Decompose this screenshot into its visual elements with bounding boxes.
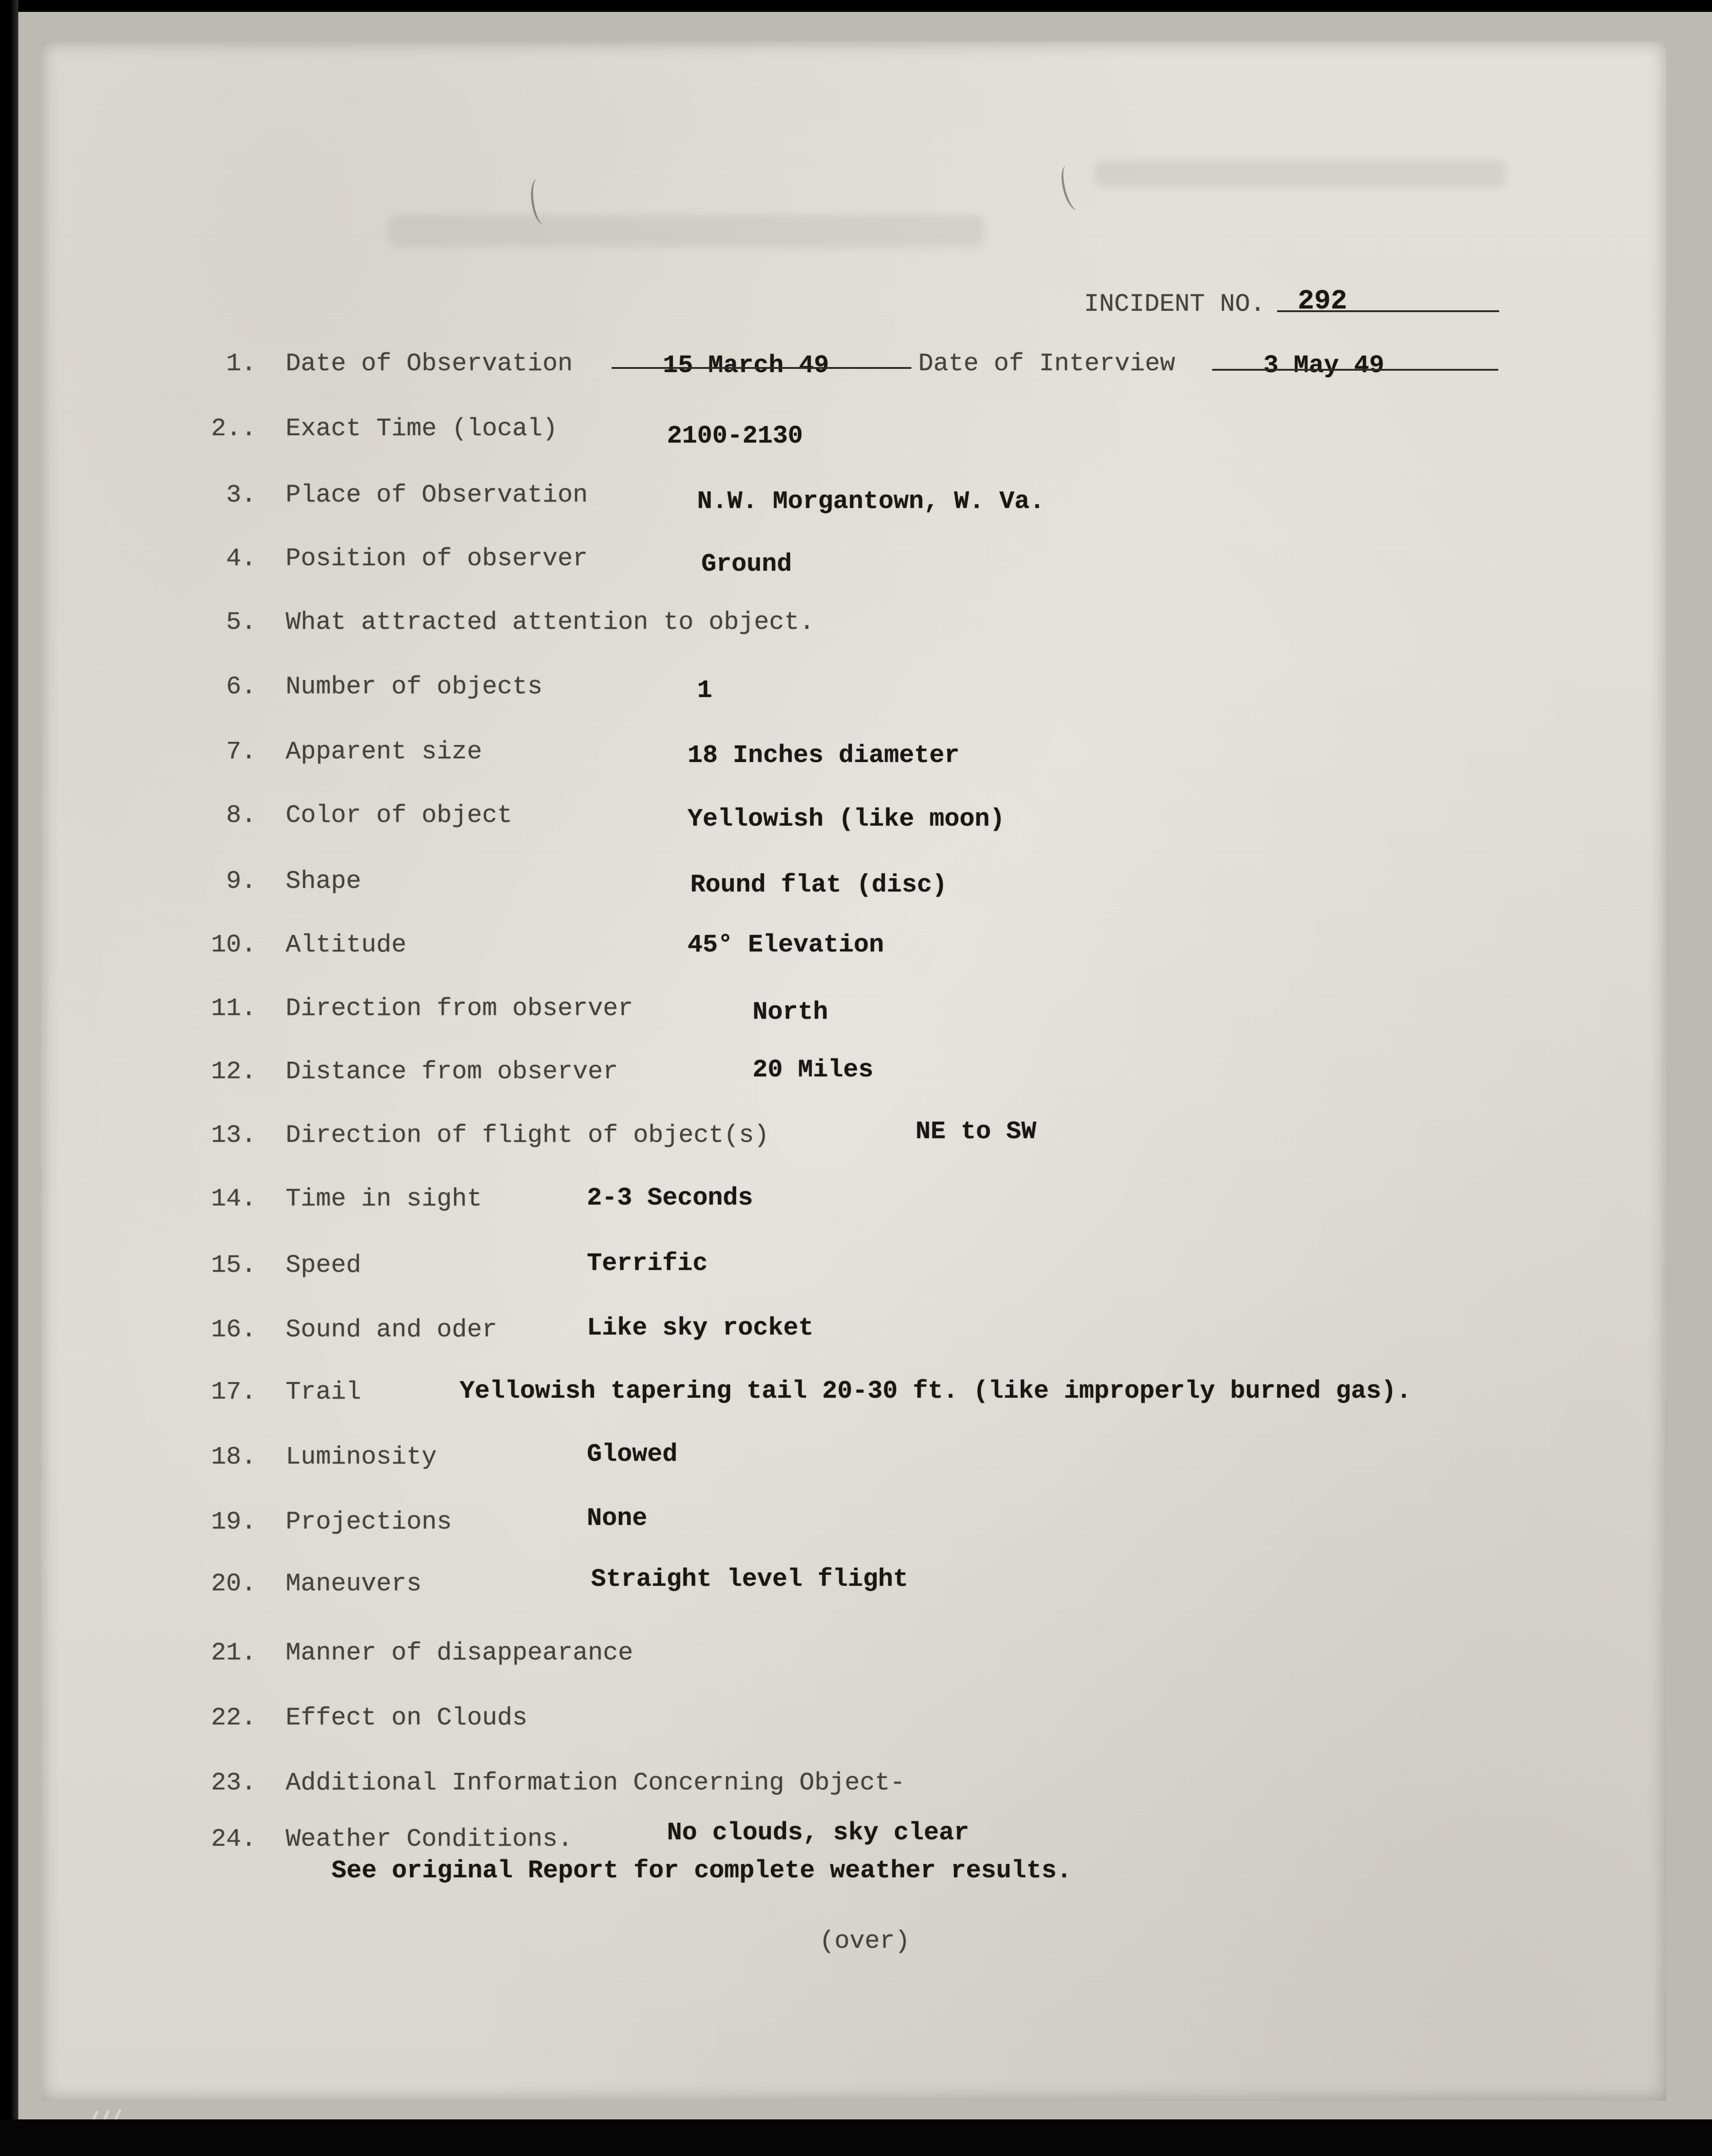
item-number: 6. (226, 672, 256, 701)
scan-edge-bottom (0, 2119, 1712, 2156)
form-row-8 (41, 800, 1666, 834)
item-label: Time in sight (286, 1184, 482, 1213)
item-value: 20 Miles (753, 1055, 874, 1084)
date-interview-underline (1212, 369, 1498, 371)
item-label: Date of Observation (286, 349, 573, 378)
over-label: (over) (819, 1927, 910, 1956)
item-value: Ground (701, 550, 792, 578)
item-number: 2.. (211, 414, 256, 443)
item-label: Color of object (286, 801, 513, 830)
scan-background (18, 12, 1712, 2119)
form-row-22 (41, 1702, 1666, 1737)
form-row-6 (41, 671, 1666, 706)
form-row-7 (41, 736, 1666, 771)
form-row-2 (41, 413, 1666, 448)
item-number: 20. (211, 1569, 256, 1598)
form-row-15 (41, 1249, 1666, 1284)
item-number: 10. (211, 930, 256, 959)
item-number: 14. (211, 1184, 256, 1213)
form-row-17 (41, 1376, 1666, 1411)
item-value: Yellowish (like moon) (688, 805, 1005, 833)
item-label: Position of observer (286, 544, 588, 573)
item-label: Direction of flight of object(s) (286, 1121, 769, 1150)
item-label: Apparent size (286, 737, 482, 766)
item-number: 22. (211, 1703, 256, 1732)
form-row-11 (41, 993, 1666, 1027)
item-label: Speed (286, 1251, 362, 1280)
form-row-5 (41, 606, 1666, 641)
item-value: Glowed (587, 1440, 678, 1469)
item-value: Round flat (disc) (690, 870, 948, 899)
scan-edge-top (0, 0, 1712, 12)
item-label: Sound and oder (286, 1315, 498, 1344)
form-row-13 (41, 1119, 1666, 1154)
bleedthrough-smudge (1094, 160, 1506, 188)
item-number: 18. (211, 1443, 256, 1471)
item-label: Direction from observer (286, 994, 634, 1023)
item-value: N.W. Morgantown, W. Va. (697, 487, 1045, 516)
item-label: Additional Information Concerning Object- (286, 1768, 905, 1797)
item-label: Altitude (286, 930, 407, 959)
form-row-24 (41, 1818, 1666, 1858)
form-row-14 (41, 1183, 1666, 1218)
weather-note: See original Report for complete weather results. (331, 1856, 1072, 1885)
item-number: 21. (211, 1638, 256, 1667)
item-number: 12. (211, 1057, 256, 1086)
item-number: 13. (211, 1121, 256, 1150)
item-value: 18 Inches diameter (688, 741, 960, 770)
form-row-20 (41, 1565, 1666, 1603)
item-number: 9. (226, 867, 256, 896)
item-value: Yellowish tapering tail 20-30 ft. (like improperly burned gas). (460, 1377, 1412, 1405)
item-label: Shape (286, 867, 362, 896)
item-label: Exact Time (local) (286, 414, 558, 443)
item-value: None (587, 1504, 648, 1533)
item-label: Maneuvers (286, 1569, 422, 1598)
item-label: Projections (286, 1508, 452, 1536)
item-label: Effect on Clouds (286, 1703, 528, 1732)
item-number: 4. (226, 544, 256, 573)
item-value: Terrific (587, 1249, 708, 1278)
item-value: 2100-2130 (667, 421, 803, 450)
form-row-24-note (41, 1855, 1666, 1890)
footer-row (41, 1925, 1666, 1960)
item-value: 2-3 Seconds (587, 1183, 753, 1212)
item-label: Place of Observation (286, 481, 588, 509)
incident-number: 292 (1298, 286, 1348, 317)
item-value: 1 (697, 676, 713, 705)
item-value: 15 March 49 (663, 351, 829, 380)
item-label: Manner of disappearance (286, 1638, 634, 1667)
incident-underline (1277, 310, 1499, 312)
item-label-2: Date of Interview (918, 349, 1176, 378)
item-value: Like sky rocket (587, 1313, 814, 1342)
item-value-2: 3 May 49 (1263, 351, 1385, 380)
form-row-9 (41, 865, 1666, 900)
scan-artifact-mark (1057, 163, 1086, 212)
bleedthrough-smudge (389, 215, 984, 247)
item-label: Weather Conditions. (286, 1825, 573, 1853)
item-label: What attracted attention to object. (286, 608, 815, 637)
form-row-18 (41, 1441, 1666, 1476)
item-number: 24. (211, 1825, 256, 1853)
item-value: Straight level flight (591, 1565, 909, 1594)
item-number: 11. (211, 994, 256, 1023)
item-number: 17. (211, 1378, 256, 1406)
form-row-3 (41, 479, 1666, 514)
item-number: 5. (226, 608, 256, 637)
item-number: 7. (226, 737, 256, 766)
item-value: 45° Elevation (688, 930, 884, 959)
form-row-4 (41, 543, 1666, 578)
item-number: 3. (226, 481, 256, 509)
item-value: No clouds, sky clear (667, 1818, 970, 1847)
form-row-16 (41, 1314, 1666, 1349)
form-row-12 (41, 1056, 1666, 1091)
incident-label: INCIDENT NO. (1084, 290, 1266, 319)
date-observation-underline (612, 367, 911, 369)
item-label: Distance from observer (286, 1057, 618, 1086)
scan-edge-left (0, 0, 18, 2156)
form-row-1 (41, 348, 1666, 383)
item-label: Luminosity (286, 1443, 437, 1471)
form-row-10 (41, 929, 1666, 964)
item-label: Number of objects (286, 672, 543, 701)
item-value: NE to SW (916, 1117, 1037, 1146)
document-page (41, 41, 1666, 2101)
item-number: 15. (211, 1251, 256, 1280)
form-row-19 (41, 1506, 1666, 1541)
form-row-23 (41, 1767, 1666, 1802)
form-row-21 (41, 1637, 1666, 1672)
item-label: Trail (286, 1378, 362, 1406)
item-number: 23. (211, 1768, 256, 1797)
item-number: 19. (211, 1508, 256, 1536)
item-number: 1. (226, 349, 256, 378)
item-number: 16. (211, 1315, 256, 1344)
item-number: 8. (226, 801, 256, 830)
incident-header (41, 288, 1666, 323)
item-value: North (753, 998, 829, 1027)
